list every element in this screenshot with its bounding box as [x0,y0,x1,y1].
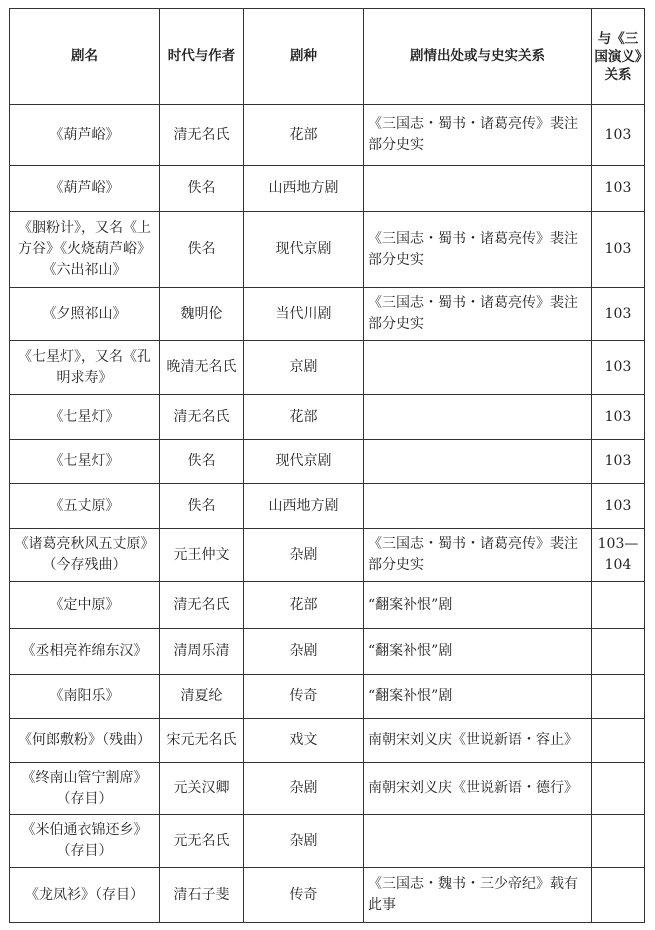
cell-genre: 山西地方剧 [244,166,364,212]
document-page [9,8,644,923]
cell-genre: 杂剧 [244,529,364,582]
cell-era-author: 佚名 [160,166,244,212]
cell-era-author: 佚名 [160,440,244,484]
table-row [10,763,645,815]
cell-source: 《三国志・魏书・三少帝纪》载有此事 [364,868,592,923]
cell-relation: 103 [592,288,645,341]
table-row [10,719,645,763]
cell-relation [592,868,645,923]
cell-relation [592,763,645,815]
cell-name: 《七星灯》 [10,440,160,484]
cell-genre: 戏文 [244,719,364,763]
cell-era-author: 元无名氏 [160,815,244,868]
cell-source [364,341,592,395]
cell-era-author: 元关汉卿 [160,763,244,815]
cell-name: 《诸葛亮秋风五丈原》（今存残曲） [10,529,160,582]
cell-era-author: 清无名氏 [160,395,244,440]
cell-name: 《五丈原》 [10,484,160,529]
cell-relation: 103 [592,105,645,166]
cell-name: 《胭粉计》，又名《上方谷》《火烧葫芦峪》《六出祁山》 [10,212,160,288]
cell-genre: 传奇 [244,868,364,923]
opera-table [9,8,645,923]
cell-name: 《葫芦峪》 [10,105,160,166]
cell-genre: 杂剧 [244,815,364,868]
cell-source [364,166,592,212]
table-row [10,341,645,395]
cell-source: “翻案补恨”剧 [364,675,592,719]
cell-genre: 当代川剧 [244,288,364,341]
table-row [10,582,645,629]
cell-era-author: 清石子斐 [160,868,244,923]
cell-name: 《南阳乐》 [10,675,160,719]
cell-name: 《米伯通衣锦还乡》（存目） [10,815,160,868]
cell-relation: 103 [592,440,645,484]
cell-era-author: 佚名 [160,212,244,288]
header-name: 剧名 [10,9,160,105]
cell-source: 《三国志・蜀书・诸葛亮传》裴注部分史实 [364,529,592,582]
table-row [10,868,645,923]
cell-name: 《终南山管宁割席》（存目） [10,763,160,815]
cell-source: 南朝宋刘义庆《世说新语・容止》 [364,719,592,763]
cell-era-author: 魏明伦 [160,288,244,341]
cell-relation [592,719,645,763]
cell-genre: 花部 [244,582,364,629]
cell-era-author: 佚名 [160,484,244,529]
table-row [10,212,645,288]
cell-genre: 现代京剧 [244,212,364,288]
cell-relation [592,675,645,719]
cell-era-author: 清无名氏 [160,105,244,166]
cell-name: 《葫芦峪》 [10,166,160,212]
cell-era-author: 宋元无名氏 [160,719,244,763]
cell-era-author: 清无名氏 [160,582,244,629]
cell-source: 南朝宋刘义庆《世说新语・德行》 [364,763,592,815]
table-row [10,440,645,484]
cell-name: 《丞相亮祚绵东汉》 [10,629,160,675]
cell-relation [592,582,645,629]
cell-relation: 103 [592,395,645,440]
cell-name: 《夕照祁山》 [10,288,160,341]
cell-source: 《三国志・蜀书・诸葛亮传》裴注部分史实 [364,105,592,166]
cell-source: “翻案补恨”剧 [364,629,592,675]
cell-source [364,395,592,440]
cell-genre: 山西地方剧 [244,484,364,529]
header-relation: 与《三国演义》关系 [592,9,645,105]
cell-source: “翻案补恨”剧 [364,582,592,629]
cell-name: 《七星灯》 [10,395,160,440]
cell-name: 《定中原》 [10,582,160,629]
table-row [10,529,645,582]
cell-name: 《何郎敷粉》（残曲） [10,719,160,763]
cell-name: 《七星灯》，又名《孔明求寿》 [10,341,160,395]
table-row [10,815,645,868]
table-row [10,675,645,719]
table-row [10,105,645,166]
cell-source [364,484,592,529]
cell-relation: 103—104 [592,529,645,582]
cell-relation: 103 [592,484,645,529]
cell-genre: 杂剧 [244,763,364,815]
cell-era-author: 元王仲文 [160,529,244,582]
cell-genre: 京剧 [244,341,364,395]
cell-source [364,815,592,868]
table-row [10,629,645,675]
cell-genre: 传奇 [244,675,364,719]
cell-genre: 花部 [244,395,364,440]
table-row [10,288,645,341]
cell-source: 《三国志・蜀书・诸葛亮传》裴注部分史实 [364,212,592,288]
header-genre: 剧种 [244,9,364,105]
cell-genre: 现代京剧 [244,440,364,484]
table-row [10,395,645,440]
cell-genre: 花部 [244,105,364,166]
cell-genre: 杂剧 [244,629,364,675]
cell-relation [592,629,645,675]
cell-source: 《三国志・蜀书・诸葛亮传》裴注部分史实 [364,288,592,341]
cell-era-author: 晚清无名氏 [160,341,244,395]
cell-era-author: 清夏纶 [160,675,244,719]
table-header-row [10,9,645,105]
header-era-author: 时代与作者 [160,9,244,105]
cell-name: 《龙凤衫》（存目） [10,868,160,923]
cell-relation [592,815,645,868]
table-row [10,166,645,212]
table-row [10,484,645,529]
cell-relation: 103 [592,341,645,395]
cell-relation: 103 [592,166,645,212]
cell-relation: 103 [592,212,645,288]
header-source: 剧情出处或与史实关系 [364,9,592,105]
cell-source [364,440,592,484]
cell-era-author: 清周乐清 [160,629,244,675]
